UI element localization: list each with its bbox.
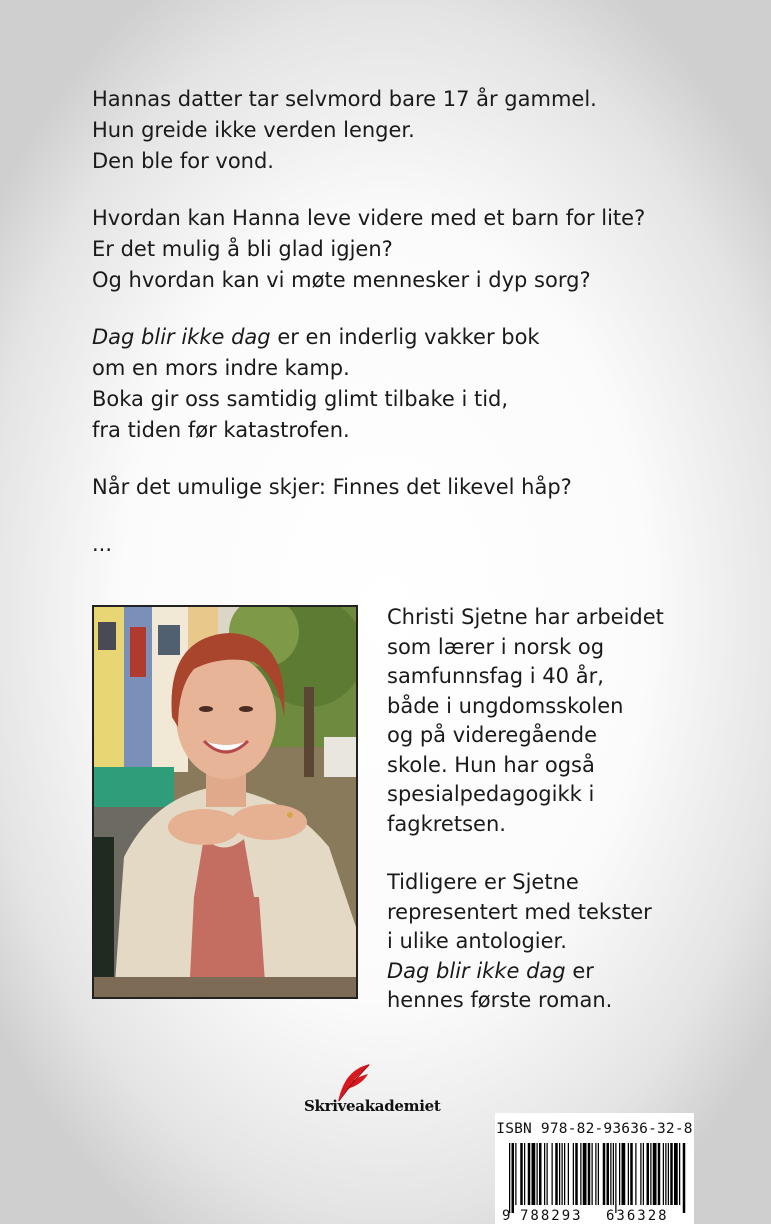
barcode-bar	[524, 1143, 525, 1205]
barcode-bar	[592, 1143, 593, 1205]
blurb-line: Og hvordan kan vi møte mennesker i dyp sorg?	[92, 268, 591, 292]
blurb-paragraph-1	[92, 84, 712, 177]
barcode-bar	[528, 1143, 531, 1205]
blurb-line: Hannas datter tar selvmord bare 17 år gammel.	[92, 87, 597, 111]
barcode-digits-right: 636328	[606, 1208, 669, 1224]
author-photo	[92, 605, 358, 999]
back-cover-blurb	[92, 84, 712, 586]
bio-line: Christi Sjetne har arbeidet	[387, 605, 664, 629]
bio-line: representert med tekster	[387, 899, 652, 924]
barcode-bar	[663, 1143, 664, 1205]
blurb-line	[92, 322, 712, 353]
barcode-bar	[562, 1143, 563, 1205]
barcode-bar	[683, 1143, 686, 1213]
barcode-bar	[615, 1143, 616, 1213]
barcode-bar	[635, 1143, 636, 1205]
blurb-line: Når det umulige skjer: Finnes det likevel håp?	[92, 475, 572, 499]
barcode-bar	[575, 1143, 578, 1205]
publisher-logo	[304, 1062, 441, 1124]
barcode-bar	[544, 1143, 545, 1205]
barcode-bar	[658, 1143, 661, 1205]
blurb-ellipsis	[92, 529, 712, 560]
isbn-barcode-block	[495, 1113, 694, 1224]
barcode-bar	[595, 1143, 596, 1205]
bio-line: skole. Hun har også	[387, 752, 595, 777]
barcode-bar	[559, 1143, 560, 1205]
barcode-bar	[555, 1143, 558, 1205]
bio-paragraph-2	[387, 868, 687, 1016]
barcode-bar	[668, 1143, 669, 1205]
bio-line: i ulike antologier.	[387, 929, 567, 953]
barcode-bar	[630, 1143, 633, 1205]
book-title: Dag blir ikke dag	[387, 958, 566, 983]
barcode-bar	[588, 1143, 591, 1205]
barcode-bar	[670, 1143, 673, 1205]
barcode-bar	[537, 1143, 538, 1205]
bio-line: hennes første roman.	[387, 988, 613, 1012]
barcode-bar	[628, 1143, 629, 1205]
barcode-bar	[640, 1143, 641, 1205]
barcode-bar	[607, 1143, 610, 1205]
barcode-bar	[568, 1143, 569, 1205]
bio-paragraph-1	[387, 603, 687, 839]
barcode-bar	[512, 1143, 515, 1213]
bio-line	[387, 957, 687, 987]
book-title: Dag blir ikke dag	[92, 325, 271, 349]
blurb-line: Hvordan kan Hanna leve videre med et barn for lite?	[92, 206, 646, 230]
barcode-bar	[647, 1143, 650, 1205]
publisher-name: Skriveakademiet	[304, 1097, 441, 1115]
barcode	[495, 1143, 694, 1224]
barcode-bar	[622, 1143, 626, 1205]
barcode-bar	[613, 1143, 614, 1205]
barcode-bar	[665, 1143, 666, 1205]
blurb-line: fra tiden før katastrofen.	[92, 418, 350, 442]
barcode-bar	[603, 1143, 606, 1205]
barcode-bar	[515, 1143, 516, 1205]
barcode-bar	[580, 1143, 581, 1205]
barcode-bar	[573, 1143, 574, 1205]
barcode-bar	[547, 1143, 548, 1205]
barcode-bar	[583, 1143, 587, 1205]
barcode-bar	[653, 1143, 657, 1205]
bio-line: samfunnsfag i 40 år,	[387, 664, 604, 688]
barcode-bar	[552, 1143, 553, 1205]
barcode-bar	[539, 1143, 542, 1205]
bio-line: både i ungdomsskolen	[387, 693, 624, 718]
barcode-bar	[532, 1143, 536, 1205]
barcode-bar	[598, 1143, 599, 1205]
isbn-label: ISBN 978-82-93636-32-8	[496, 1121, 693, 1137]
barcode-bar	[674, 1143, 678, 1205]
blurb-paragraph-3	[92, 322, 712, 446]
barcode-bar	[610, 1143, 611, 1205]
blurb-line: Hun greide ikke verden lenger.	[92, 118, 415, 142]
bio-line: som lærer i norsk og	[387, 634, 605, 659]
barcode-bar	[509, 1143, 510, 1213]
blurb-paragraph-4	[92, 472, 712, 503]
blurb-paragraph-2	[92, 203, 712, 296]
author-bio	[387, 603, 687, 1045]
bio-line: Tidligere er Sjetne	[387, 870, 579, 894]
barcode-digits-left: 788293	[520, 1208, 583, 1224]
blurb-line: ...	[92, 532, 113, 556]
blurb-line: om en mors indre kamp.	[92, 356, 350, 380]
bio-line: og på videregående	[387, 723, 598, 747]
blurb-line: Boka gir oss samtidig glimt tilbake i tid,	[92, 387, 509, 411]
barcode-bar	[619, 1143, 620, 1205]
blurb-line: Er det mulig å bli glad igjen?	[92, 237, 393, 261]
barcode-bar	[564, 1143, 565, 1205]
bio-line: spesialpedagogikk i	[387, 782, 595, 806]
barcode-bar	[643, 1143, 644, 1205]
barcode-bar	[650, 1143, 651, 1205]
blurb-line: Den ble for vond.	[92, 149, 274, 173]
bio-line-rest: er	[565, 958, 594, 983]
barcode-bar	[679, 1143, 680, 1205]
blurb-line-rest: er en inderlig vakker bok	[270, 325, 540, 349]
barcode-digit-first: 9	[502, 1208, 511, 1224]
barcode-bar	[520, 1143, 523, 1205]
bio-line: fagkretsen.	[387, 811, 506, 836]
